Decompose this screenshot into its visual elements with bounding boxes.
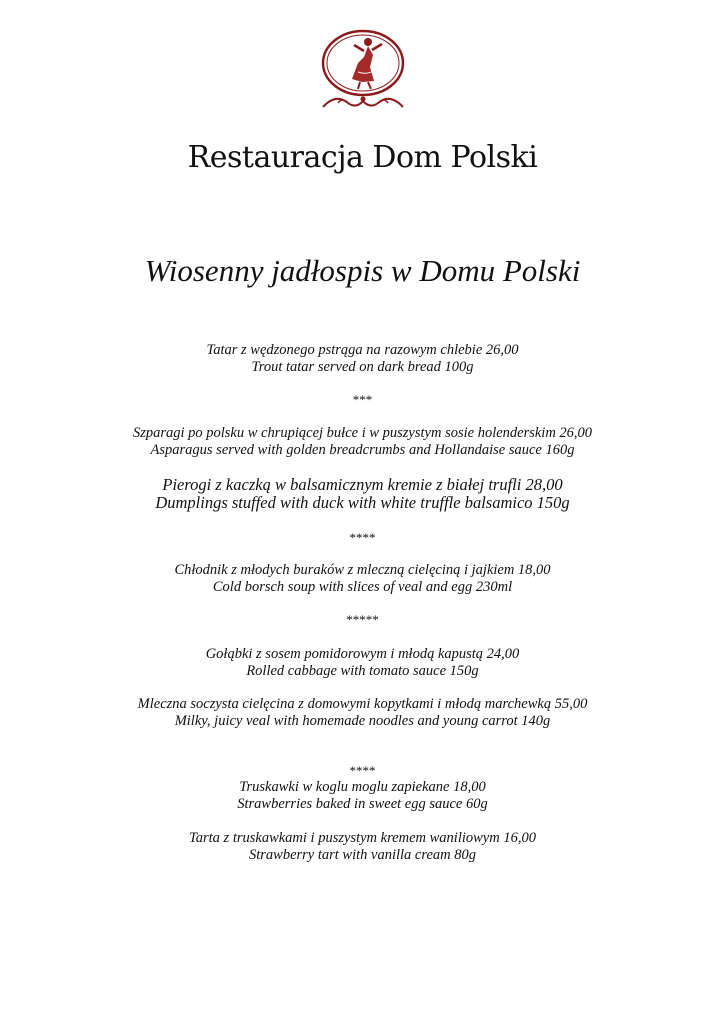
menu-item-6-english: Milky, juicy veal with homemade noodles and young carrot 140g (174, 713, 551, 729)
section-separator: **** (349, 763, 376, 778)
menu-item-1-polish: Tatar z wędzonego pstrąga na razowym chlebie 26,00 (206, 342, 519, 358)
section-separator: ***** (346, 612, 379, 627)
section-separator: **** (349, 530, 376, 545)
restaurant-name: Restauracja Dom Polski (187, 140, 538, 175)
menu-item-7-english: Strawberries baked in sweet egg sauce 60g (237, 796, 488, 812)
menu-item-5-polish: Gołąbki z sosem pomidorowym i młodą kapustą 24,00 (205, 646, 520, 662)
menu-item-5-english: Rolled cabbage with tomato sauce 150g (246, 663, 479, 679)
section-separator: *** (352, 392, 373, 407)
menu-item-2-english: Asparagus served with golden breadcrumbs and Hollandaise sauce 160g (150, 442, 575, 458)
menu-item-4-polish: Chłodnik z młodych buraków z mleczną cielęciną i jajkiem 18,00 (174, 562, 551, 578)
menu-item-3-english: Dumplings stuffed with duck with white truffle balsamico 150g (155, 493, 570, 512)
menu-item-4-english: Cold borsch soup with slices of veal and egg 230ml (212, 579, 513, 595)
menu-item-2-polish: Szparagi po polsku w chrupiącej bułce i w puszystym sosie holenderskim 26,00 (132, 425, 593, 441)
menu-item-6-polish: Mleczna soczysta cielęcina z domowymi kopytkami i młodą marchewką 55,00 (137, 696, 588, 712)
menu-item-8-english: Strawberry tart with vanilla cream 80g (248, 847, 477, 863)
menu-item-1-english: Trout tatar served on dark bread 100g (251, 359, 474, 375)
restaurant-emblem-icon (318, 27, 408, 115)
menu-item-7-polish: Truskawki w koglu moglu zapiekane 18,00 (239, 779, 486, 795)
menu-title: Wiosenny jadłospis w Domu Polski (144, 253, 581, 288)
menu-item-3-polish: Pierogi z kaczką w balsamicznym kremie z białej trufli 28,00 (162, 475, 563, 494)
menu-item-8-polish: Tarta z truskawkami i puszystym kremem waniliowym 16,00 (189, 830, 536, 846)
